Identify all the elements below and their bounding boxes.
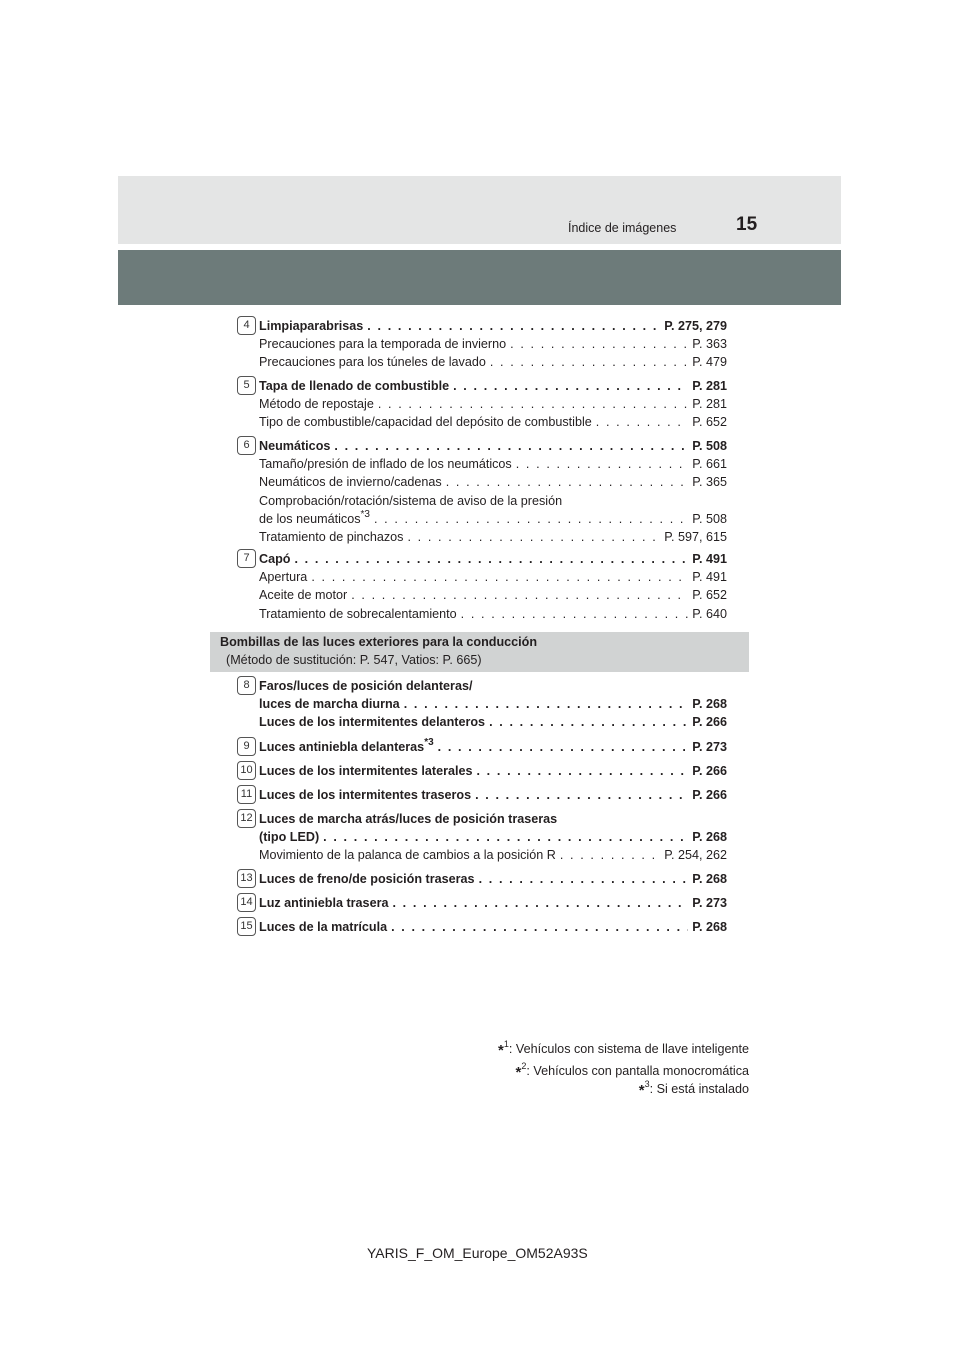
number-badge: 6 <box>237 436 256 455</box>
index-entry <box>237 317 727 372</box>
index-row-label: Neumáticos de invierno/cadenas <box>259 475 442 490</box>
index-row <box>237 918 727 936</box>
page-reference: P. 254, 262 <box>664 848 727 863</box>
dot-leader <box>294 550 688 568</box>
index-row-label: luces de marcha diurna <box>259 697 400 712</box>
index-row <box>237 677 727 695</box>
index-entry <box>237 738 727 756</box>
page-reference: P. 268 <box>692 697 727 712</box>
page-reference: P. 273 <box>692 740 727 754</box>
index-row-label: Tratamiento de sobrecalentamiento <box>259 606 457 621</box>
index-row-label: Luces de los intermitentes traseros <box>259 788 472 802</box>
section-title: Bombillas de las luces exteriores para la conducción <box>220 635 538 649</box>
index-entry <box>237 810 727 865</box>
index-row <box>237 870 727 888</box>
footnote-1: *$^1$: Vehículos con sistema de llave inteligente <box>498 1039 749 1059</box>
index-entry <box>237 762 727 780</box>
index-row-label: de los neumáticos$^{*3}$ <box>259 508 370 526</box>
header-dark-band <box>118 250 841 305</box>
index-row <box>237 713 727 731</box>
page-reference: P. 479 <box>692 355 727 370</box>
index-row <box>237 413 727 431</box>
footnote-ref: *3 <box>424 737 434 748</box>
page-reference: P. 652 <box>692 588 727 603</box>
index-row <box>237 695 727 713</box>
index-row <box>237 828 727 846</box>
page-reference: P. 266 <box>692 715 727 730</box>
page-reference: P. 661 <box>692 457 727 472</box>
header-title: Índice de imágenes <box>568 221 677 235</box>
dot-leader <box>311 568 688 586</box>
index-row <box>237 395 727 413</box>
dot-leader <box>351 586 688 604</box>
page-reference: P. 268 <box>692 920 727 934</box>
index-row-label: Precauciones para la temporada de invierno <box>259 337 507 352</box>
index-row-label: Apertura <box>259 570 308 585</box>
header-band <box>118 176 841 244</box>
dot-leader <box>479 870 689 888</box>
index-row-label: Movimiento de la palanca de cambios a la posición R <box>259 848 556 863</box>
dot-leader <box>490 353 688 371</box>
index-row <box>237 437 727 455</box>
page-reference: P. 268 <box>692 872 727 886</box>
dot-leader <box>334 437 688 455</box>
index-entry <box>237 786 727 804</box>
dot-leader <box>560 846 660 864</box>
section-subtitle: (Método de sustitución: P. 547, Vatios: P. 665) <box>226 653 482 667</box>
index-row <box>237 810 727 828</box>
index-row <box>237 317 727 335</box>
index-row <box>237 605 727 623</box>
index-row-label: Luces de los intermitentes delanteros <box>259 715 486 730</box>
dot-leader <box>404 695 689 713</box>
index-row <box>237 377 727 395</box>
page-reference: P. 365 <box>692 475 727 490</box>
index-row-label: Luces antiniebla delanteras$^{*3}$ <box>259 737 434 754</box>
page-reference: P. 491 <box>692 570 727 585</box>
dot-leader <box>392 894 688 912</box>
page-number: 15 <box>736 214 758 235</box>
page-reference: P. 281 <box>692 397 727 412</box>
index-entry <box>237 918 727 936</box>
number-badge: 10 <box>237 761 256 780</box>
dot-leader <box>438 738 689 756</box>
index-row <box>237 894 727 912</box>
index-row-label: Luz antiniebla trasera <box>259 896 389 910</box>
number-badge: 7 <box>237 549 256 568</box>
page-reference: P. 363 <box>692 337 727 352</box>
dot-leader <box>516 455 688 473</box>
index-row <box>237 335 727 353</box>
dot-leader <box>510 335 688 353</box>
index-row-label: Precauciones para los túneles de lavado <box>259 355 486 370</box>
index-row <box>237 586 727 604</box>
index-row-label: Tamaño/presión de inflado de los neumáticos <box>259 457 512 472</box>
index-entry <box>237 894 727 912</box>
index-row-label: Faros/luces de posición delanteras/ <box>259 679 473 693</box>
index-row <box>237 473 727 491</box>
footnote-3: *$^3$: Si está instalado <box>638 1079 749 1099</box>
index-row-label: (tipo LED) <box>259 830 320 845</box>
page-reference: P. 491 <box>692 552 727 566</box>
dot-leader <box>489 713 688 731</box>
dot-leader <box>475 786 688 804</box>
index-row-label: Luces de la matrícula <box>259 920 388 934</box>
index-row-label: Limpiaparabrisas <box>259 319 364 333</box>
dot-leader <box>391 918 688 936</box>
dot-leader <box>596 413 688 431</box>
index-row <box>237 550 727 568</box>
page-reference: P. 268 <box>692 830 727 845</box>
index-row <box>237 738 727 756</box>
section-header <box>210 632 749 672</box>
index-row <box>237 492 727 510</box>
number-badge: 11 <box>237 785 256 804</box>
number-badge: 12 <box>237 809 256 828</box>
dot-leader <box>407 528 660 546</box>
index-row <box>237 353 727 371</box>
dot-leader <box>367 317 660 335</box>
index-row <box>237 455 727 473</box>
index-row-label: Aceite de motor <box>259 588 348 603</box>
index-row-label: Capó <box>259 552 291 566</box>
index-row-label: Tipo de combustible/capacidad del depósito de combustible <box>259 415 592 430</box>
index-row <box>237 568 727 586</box>
dot-leader <box>374 510 688 528</box>
dot-leader <box>446 473 688 491</box>
index-row <box>237 762 727 780</box>
page-reference: P. 275, 279 <box>664 319 727 333</box>
index-row-label: Luces de marcha atrás/luces de posición traseras <box>259 812 558 826</box>
page-reference: P. 281 <box>692 379 727 393</box>
index-row-label: Método de repostaje <box>259 397 374 412</box>
page-reference: P. 640 <box>692 606 727 621</box>
index-row <box>237 846 727 864</box>
index-entry <box>237 677 727 732</box>
index-row <box>237 510 727 528</box>
index-row-label: Comprobación/rotación/sistema de aviso de la presión <box>259 493 563 508</box>
number-badge: 9 <box>237 737 256 756</box>
page-reference: P. 508 <box>692 439 727 453</box>
index-row-label: Neumáticos <box>259 439 331 453</box>
number-badge: 15 <box>237 917 256 936</box>
number-badge: 14 <box>237 893 256 912</box>
document-id: YARIS_F_OM_Europe_OM52A93S <box>367 1245 588 1261</box>
index-row <box>237 528 727 546</box>
index-row-label: Luces de los intermitentes laterales <box>259 764 473 778</box>
index-entry <box>237 437 727 546</box>
dot-leader <box>378 395 688 413</box>
dot-leader <box>476 762 688 780</box>
index-entry <box>237 377 727 432</box>
footnote-ref: *3 <box>360 508 370 520</box>
page-reference: P. 273 <box>692 896 727 910</box>
page-reference: P. 266 <box>692 788 727 802</box>
index-entry <box>237 550 727 623</box>
index-row <box>237 786 727 804</box>
dot-leader <box>453 377 688 395</box>
number-badge: 4 <box>237 316 256 335</box>
index-row-label: Tapa de llenado de combustible <box>259 379 450 393</box>
index-row-label: Tratamiento de pinchazos <box>259 529 404 544</box>
index-entry <box>237 870 727 888</box>
page-reference: P. 266 <box>692 764 727 778</box>
footnote-2: *$^2$: Vehículos con pantalla monocromática <box>515 1061 749 1081</box>
number-badge: 5 <box>237 376 256 395</box>
number-badge: 8 <box>237 676 256 695</box>
page-reference: P. 597, 615 <box>664 529 727 544</box>
number-badge: 13 <box>237 869 256 888</box>
page-reference: P. 652 <box>692 415 727 430</box>
page-reference: P. 508 <box>692 511 727 526</box>
dot-leader <box>323 828 688 846</box>
index-row-label: Luces de freno/de posición traseras <box>259 872 475 886</box>
dot-leader <box>461 605 689 623</box>
